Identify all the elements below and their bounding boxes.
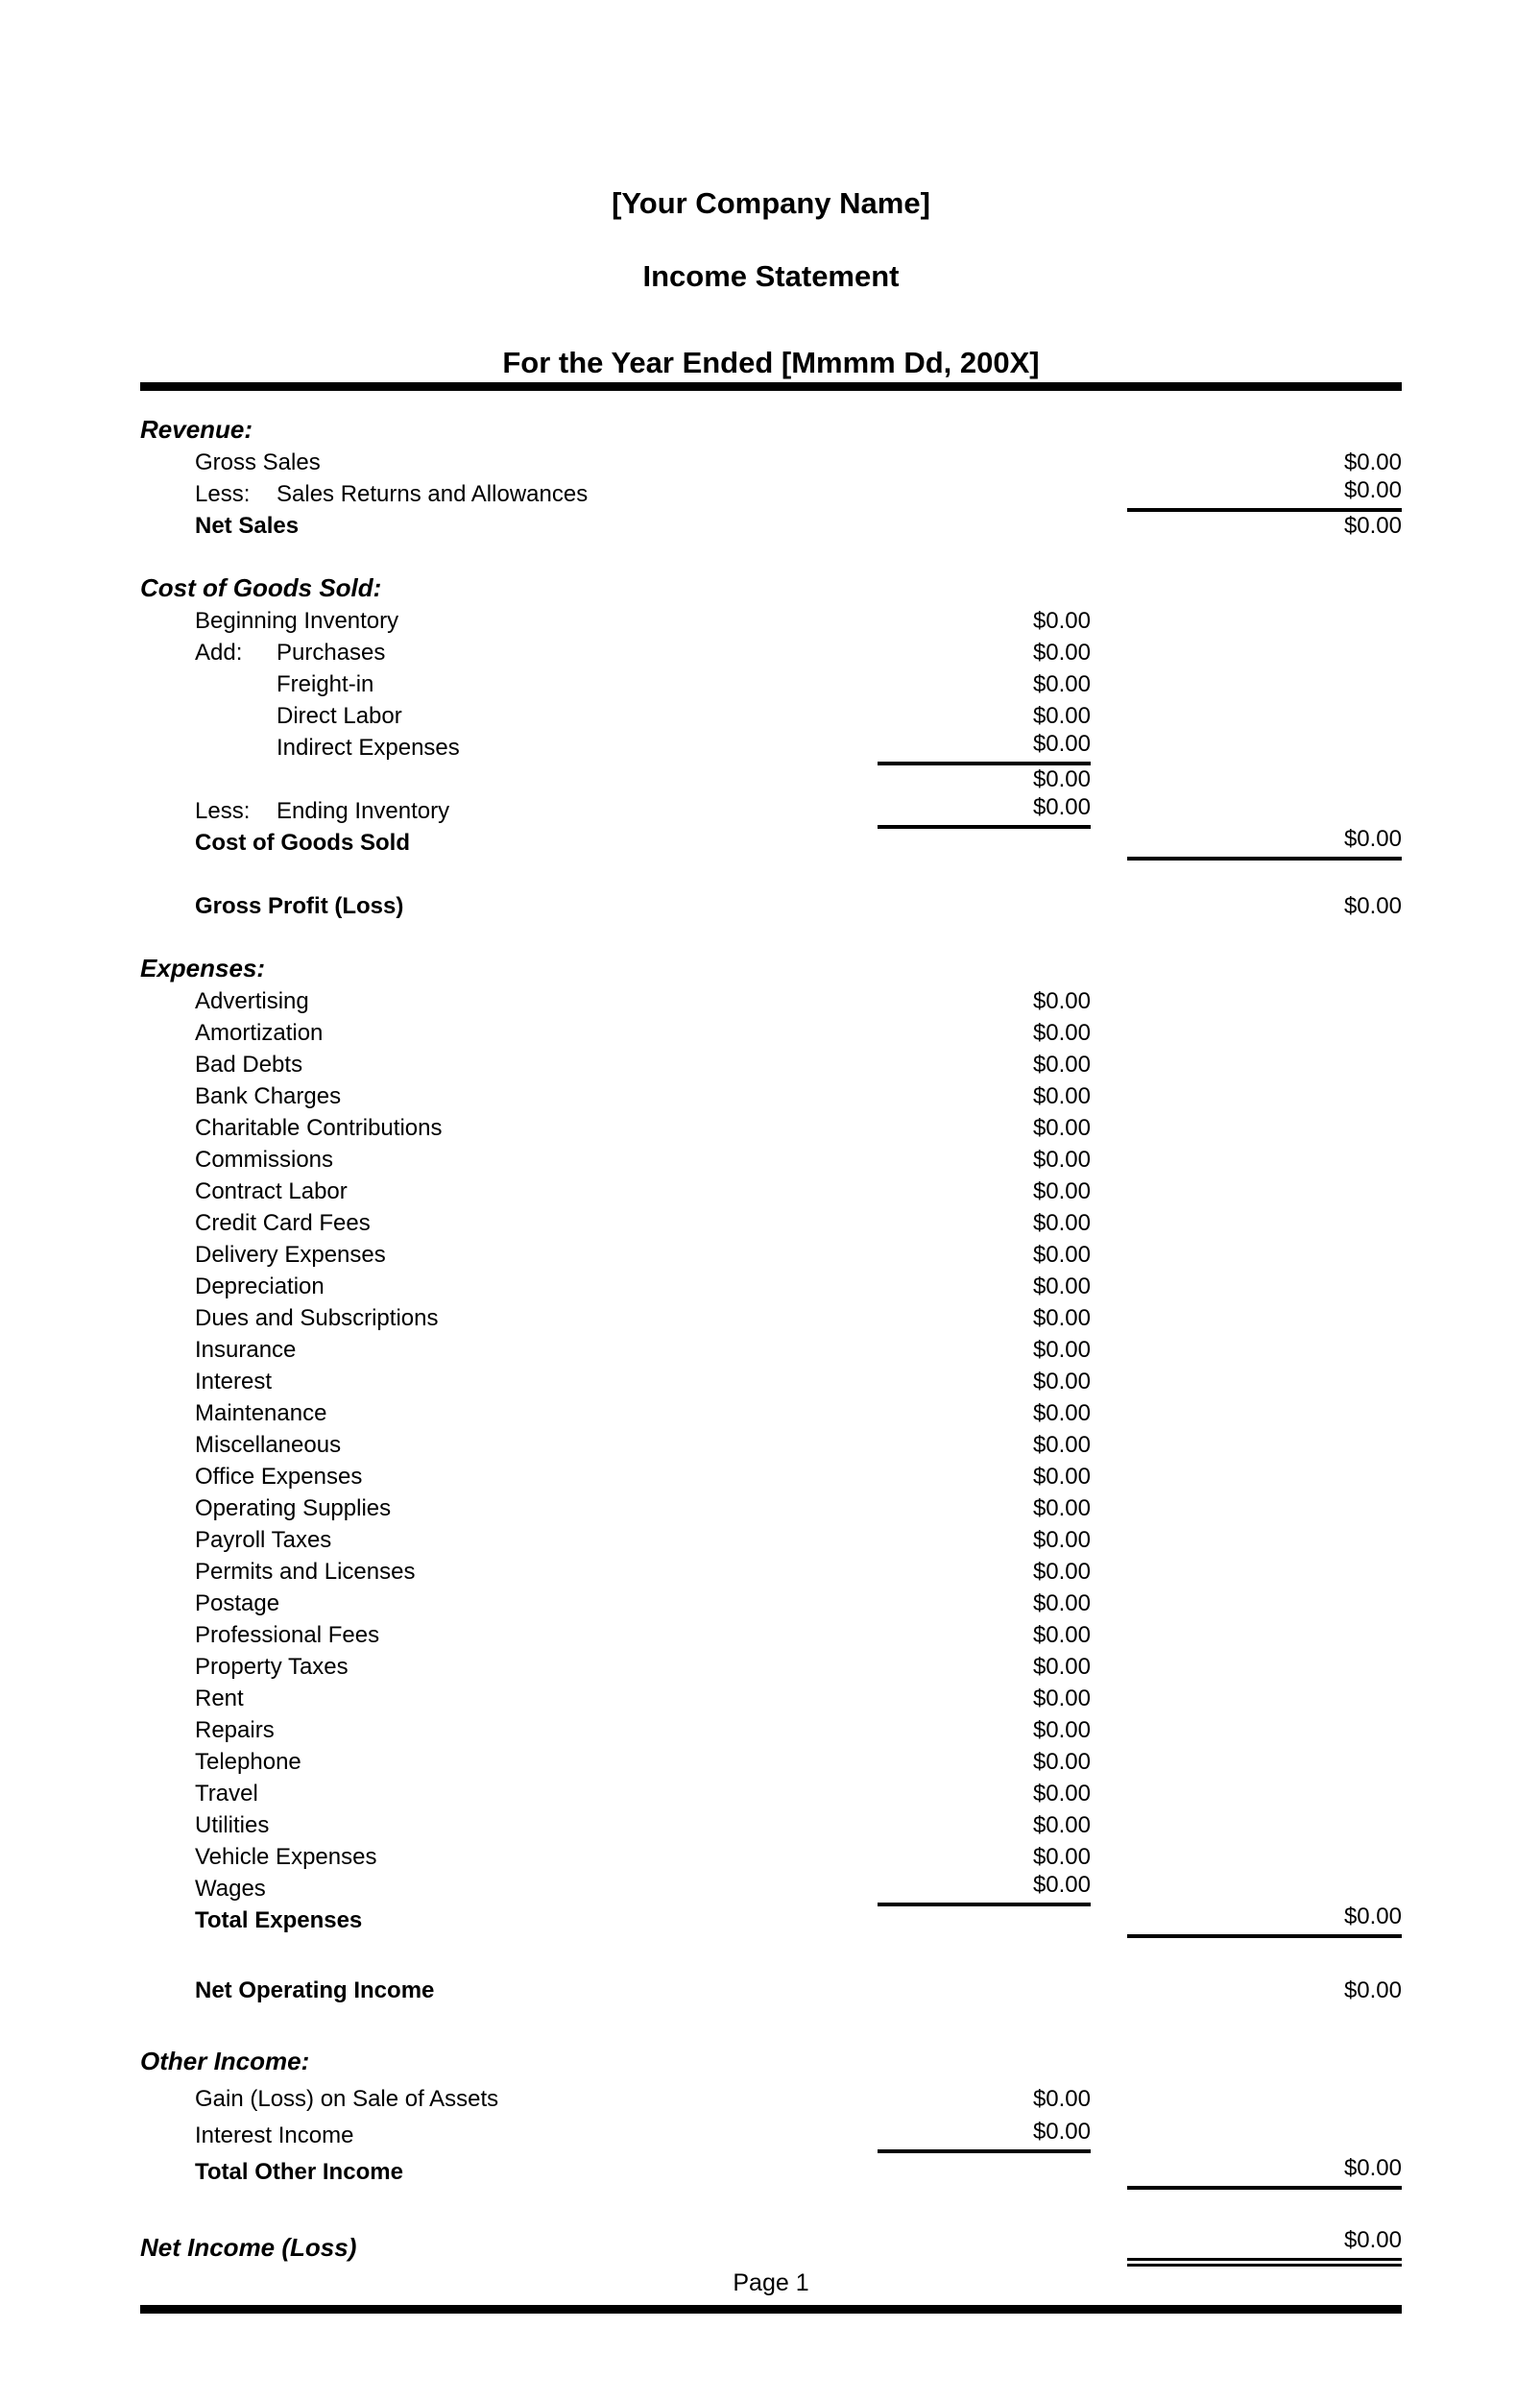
expense-label: Vehicle Expenses — [195, 1844, 377, 1870]
gain-on-sale-row — [140, 2080, 1402, 2117]
expense-label: Bank Charges — [195, 1083, 342, 1109]
indirect-expenses-label: Indirect Expenses — [277, 735, 460, 761]
revenue-heading-mid-spacer — [878, 445, 1091, 449]
statement-title: Income Statement — [642, 259, 900, 293]
expense-right-spacer — [1127, 1491, 1402, 1494]
expense-right-spacer — [1127, 1807, 1402, 1811]
expense-amount: $0.00 — [1032, 1527, 1091, 1553]
indirect-expenses-row — [140, 731, 1402, 765]
expense-right-spacer — [1127, 1617, 1402, 1621]
expense-right-spacer — [1127, 1079, 1402, 1082]
cogs-subtotal-amount: $0.00 — [1032, 766, 1091, 792]
net-operating-income-label: Net Operating Income — [195, 1977, 435, 2003]
total-expenses-row — [140, 1906, 1402, 1938]
net-sales-row — [140, 512, 1402, 544]
freight-in-row — [140, 670, 1402, 702]
expense-amount: $0.00 — [1032, 1812, 1091, 1838]
expense-label: Professional Fees — [195, 1622, 380, 1648]
total-expenses-mid-spacer — [878, 1934, 1091, 1938]
expense-row — [140, 1241, 1402, 1273]
purchases-amount: $0.00 — [1032, 640, 1091, 666]
expense-row — [140, 1304, 1402, 1336]
section-spacer — [140, 2190, 1402, 2230]
expense-row — [140, 1431, 1402, 1463]
expense-row — [140, 1399, 1402, 1431]
expense-label: Dues and Subscriptions — [195, 1305, 439, 1331]
expense-label: Repairs — [195, 1717, 275, 1743]
expense-right-spacer — [1127, 1649, 1402, 1653]
expense-amount: $0.00 — [1032, 1210, 1091, 1236]
total-other-income-row — [140, 2153, 1402, 2190]
expense-amount: $0.00 — [1032, 1781, 1091, 1807]
gross-profit-mid-spacer — [878, 920, 1091, 924]
expense-label: Contract Labor — [195, 1178, 348, 1204]
expense-row — [140, 1494, 1402, 1526]
direct-labor-label: Direct Labor — [277, 703, 402, 729]
net-operating-income-mid-spacer — [878, 2004, 1091, 2008]
freight-in-label: Freight-in — [277, 671, 374, 697]
cogs-heading-row — [140, 575, 1402, 607]
interest-income-row — [140, 2117, 1402, 2153]
purchases-row — [140, 639, 1402, 670]
expense-right-spacer — [1127, 1174, 1402, 1177]
other-income-heading-right-spacer — [1127, 2076, 1402, 2080]
gross-sales-row — [140, 449, 1402, 480]
net-income-row — [140, 2227, 1402, 2267]
expense-label: Commissions — [195, 1147, 334, 1173]
cogs-subtotal-right-spacer — [1127, 793, 1402, 797]
expenses-heading-row — [140, 956, 1402, 987]
expense-amount: $0.00 — [1032, 1242, 1091, 1268]
purchases-prefix: Add: — [195, 640, 243, 666]
expense-row — [140, 1051, 1402, 1082]
expense-row — [140, 1811, 1402, 1843]
cogs-heading-right-spacer — [1127, 603, 1402, 607]
expense-label: Credit Card Fees — [195, 1210, 371, 1236]
expense-label: Advertising — [195, 988, 309, 1014]
net-operating-income-amount: $0.00 — [1343, 1977, 1402, 2003]
expense-label: Depreciation — [195, 1273, 325, 1299]
expense-label: Rent — [195, 1686, 244, 1711]
expense-right-spacer — [1127, 1554, 1402, 1558]
total-other-income-label: Total Other Income — [195, 2159, 403, 2185]
expense-right-spacer — [1127, 1142, 1402, 1146]
expense-row — [140, 1843, 1402, 1875]
total-expenses-label: Total Expenses — [195, 1907, 363, 1933]
sales-returns-prefix: Less: — [195, 481, 251, 507]
freight-in-amount: $0.00 — [1032, 671, 1091, 697]
expense-right-spacer — [1127, 1395, 1402, 1399]
expense-label: Permits and Licenses — [195, 1559, 416, 1585]
ending-inventory-label — [140, 798, 878, 829]
expense-right-spacer — [1127, 1586, 1402, 1589]
expense-right-spacer — [1127, 1839, 1402, 1843]
expense-row — [140, 1780, 1402, 1811]
section-spacer — [140, 861, 1402, 892]
beginning-inventory-amount: $0.00 — [1032, 608, 1091, 634]
expense-label: Telephone — [195, 1749, 301, 1775]
expense-amount: $0.00 — [1032, 1559, 1091, 1585]
expense-row — [140, 1558, 1402, 1589]
expense-label: Property Taxes — [195, 1654, 349, 1680]
net-income-amount: $0.00 — [1127, 2227, 1402, 2267]
expense-amount: $0.00 — [1032, 1495, 1091, 1521]
revenue-heading: Revenue: — [140, 415, 253, 444]
net-sales-label: Net Sales — [195, 513, 300, 539]
expense-row — [140, 1716, 1402, 1748]
expense-amount: $0.00 — [1032, 988, 1091, 1014]
cogs-heading: Cost of Goods Sold: — [140, 573, 382, 602]
expense-amount: $0.00 — [1032, 1178, 1091, 1204]
expense-right-spacer — [1127, 1681, 1402, 1685]
expense-right-spacer — [1127, 1332, 1402, 1336]
expense-amount: $0.00 — [1032, 1844, 1091, 1870]
interest-income-right-spacer — [1127, 2149, 1402, 2153]
cogs-total-label: Cost of Goods Sold — [195, 830, 410, 856]
direct-labor-amount: $0.00 — [1032, 703, 1091, 729]
expense-label: Office Expenses — [195, 1464, 363, 1490]
expense-row — [140, 1209, 1402, 1241]
purchases-text: Purchases — [277, 640, 386, 666]
expense-right-spacer — [1127, 1205, 1402, 1209]
expenses-heading-right-spacer — [1127, 983, 1402, 987]
expense-amount: $0.00 — [1032, 1464, 1091, 1490]
revenue-heading-row — [140, 417, 1402, 449]
direct-labor-right-spacer — [1127, 730, 1402, 734]
expense-row — [140, 1685, 1402, 1716]
gain-on-sale-amount: $0.00 — [1032, 2086, 1091, 2112]
gross-profit-amount: $0.00 — [1343, 893, 1402, 919]
other-income-heading-row — [140, 2049, 1402, 2080]
sales-returns-row — [140, 477, 1402, 512]
expense-row — [140, 1019, 1402, 1051]
expense-label: Operating Supplies — [195, 1495, 392, 1521]
gross-profit-label: Gross Profit (Loss) — [195, 893, 404, 919]
expense-row — [140, 1114, 1402, 1146]
expense-right-spacer — [1127, 1871, 1402, 1875]
expense-amount: $0.00 — [1032, 1337, 1091, 1363]
revenue-heading-right-spacer — [1127, 445, 1402, 449]
expense-row — [140, 1463, 1402, 1494]
expense-label: Miscellaneous — [195, 1432, 342, 1458]
expense-row — [140, 987, 1402, 1019]
expense-rows — [140, 987, 1402, 1906]
expense-label: Charitable Contributions — [195, 1115, 443, 1141]
sales-returns-text: Sales Returns and Allowances — [277, 481, 589, 507]
period-heading: For the Year Ended [Mmmm Dd, 200X] — [502, 346, 1040, 379]
section-spacer — [140, 2008, 1402, 2049]
expenses-heading-mid-spacer — [878, 983, 1091, 987]
expense-amount: $0.00 — [1032, 1052, 1091, 1078]
section-spacer — [140, 544, 1402, 575]
gross-sales-label: Gross Sales — [195, 449, 321, 475]
expense-label: Bad Debts — [195, 1052, 303, 1078]
expense-amount: $0.00 — [878, 1872, 1091, 1906]
total-other-income-amount: $0.00 — [1127, 2155, 1402, 2190]
expense-row — [140, 1621, 1402, 1653]
gross-sales-amount: $0.00 — [1343, 449, 1402, 475]
expense-right-spacer — [1127, 1522, 1402, 1526]
expense-row — [140, 1177, 1402, 1209]
expense-amount: $0.00 — [1032, 1273, 1091, 1299]
expense-row — [140, 1336, 1402, 1368]
expense-right-spacer — [1127, 1269, 1402, 1273]
ending-inventory-amount: $0.00 — [878, 794, 1091, 829]
gross-profit-row — [140, 892, 1402, 924]
expense-right-spacer — [1127, 1712, 1402, 1716]
indirect-expenses-amount: $0.00 — [878, 731, 1091, 765]
expense-row — [140, 1872, 1402, 1906]
expense-row — [140, 1526, 1402, 1558]
net-income-mid-spacer — [878, 2263, 1091, 2267]
beginning-inventory-label: Beginning Inventory — [195, 608, 399, 634]
expense-right-spacer — [1127, 1459, 1402, 1463]
expense-amount: $0.00 — [1032, 1654, 1091, 1680]
ending-inventory-row — [140, 794, 1402, 829]
direct-labor-row — [140, 702, 1402, 734]
expense-amount: $0.00 — [1032, 1147, 1091, 1173]
other-income-heading: Other Income: — [140, 2047, 310, 2075]
expense-amount: $0.00 — [1032, 1083, 1091, 1109]
expense-row — [140, 1589, 1402, 1621]
expense-row — [140, 1368, 1402, 1399]
expense-label: Wages — [195, 1876, 266, 1902]
expense-right-spacer — [1127, 1776, 1402, 1780]
gain-on-sale-label: Gain (Loss) on Sale of Assets — [195, 2086, 499, 2112]
expense-amount: $0.00 — [1032, 1369, 1091, 1395]
expense-right-spacer — [1127, 1744, 1402, 1748]
expense-label: Delivery Expenses — [195, 1242, 386, 1268]
sales-returns-amount: $0.00 — [1127, 477, 1402, 512]
net-income-label: Net Income (Loss) — [140, 2233, 357, 2262]
expense-right-spacer — [1127, 1015, 1402, 1019]
expense-amount: $0.00 — [1032, 1305, 1091, 1331]
cogs-subtotal-label-spacer — [140, 793, 878, 797]
expense-label: Maintenance — [195, 1400, 327, 1426]
expense-right-spacer — [1127, 1047, 1402, 1051]
cogs-subtotal-row — [140, 765, 1402, 797]
expense-label: Amortization — [195, 1020, 324, 1046]
expense-label: Payroll Taxes — [195, 1527, 332, 1553]
expense-amount: $0.00 — [1032, 1717, 1091, 1743]
expense-amount: $0.00 — [1032, 1590, 1091, 1616]
freight-in-right-spacer — [1127, 698, 1402, 702]
other-income-heading-mid-spacer — [878, 2076, 1091, 2080]
footer-rule — [140, 2305, 1402, 2314]
total-expenses-amount: $0.00 — [1127, 1904, 1402, 1938]
expense-amount: $0.00 — [1032, 1115, 1091, 1141]
gross-sales-mid-spacer — [878, 476, 1091, 480]
expense-right-spacer — [1127, 1300, 1402, 1304]
sales-returns-label — [140, 481, 878, 512]
expense-amount: $0.00 — [1032, 1686, 1091, 1711]
expense-amount: $0.00 — [1032, 1622, 1091, 1648]
expense-label: Insurance — [195, 1337, 297, 1363]
cogs-total-row — [140, 826, 1402, 861]
expense-amount: $0.00 — [1032, 1432, 1091, 1458]
indirect-expenses-right-spacer — [1127, 762, 1402, 765]
header-rule — [140, 382, 1402, 391]
expense-row — [140, 1273, 1402, 1304]
interest-income-amount: $0.00 — [878, 2119, 1091, 2153]
expense-amount: $0.00 — [1032, 1020, 1091, 1046]
ending-inventory-prefix: Less: — [195, 798, 251, 824]
interest-income-label: Interest Income — [195, 2122, 354, 2148]
net-operating-income-row — [140, 1977, 1402, 2008]
purchases-label — [140, 640, 878, 670]
expense-right-spacer — [1127, 1110, 1402, 1114]
beginning-inventory-row — [140, 607, 1402, 639]
net-sales-amount: $0.00 — [1343, 513, 1402, 539]
page-footer: Page 1 — [733, 2268, 809, 2296]
expense-amount: $0.00 — [1032, 1400, 1091, 1426]
expense-label: Utilities — [195, 1812, 270, 1838]
gain-on-sale-right-spacer — [1127, 2113, 1402, 2117]
expense-row — [140, 1146, 1402, 1177]
beginning-inventory-right-spacer — [1127, 635, 1402, 639]
expense-right-spacer — [1127, 1364, 1402, 1368]
expense-right-spacer — [1127, 1237, 1402, 1241]
expense-label: Postage — [195, 1590, 280, 1616]
cogs-total-mid-spacer — [878, 857, 1091, 861]
expense-right-spacer — [1127, 1427, 1402, 1431]
cogs-total-amount: $0.00 — [1127, 826, 1402, 861]
expense-label: Travel — [195, 1781, 258, 1807]
cogs-heading-mid-spacer — [878, 603, 1091, 607]
expense-label: Interest — [195, 1369, 273, 1395]
section-spacer — [140, 1938, 1402, 1977]
expense-row — [140, 1748, 1402, 1780]
company-name: [Your Company Name] — [612, 186, 930, 220]
expenses-heading: Expenses: — [140, 954, 266, 982]
expense-row — [140, 1082, 1402, 1114]
section-spacer — [140, 924, 1402, 956]
expense-amount: $0.00 — [1032, 1749, 1091, 1775]
net-sales-mid-spacer — [878, 540, 1091, 544]
sales-returns-mid-spacer — [878, 508, 1091, 512]
total-other-income-mid-spacer — [878, 2186, 1091, 2190]
purchases-right-spacer — [1127, 667, 1402, 670]
ending-inventory-text: Ending Inventory — [277, 798, 450, 824]
expense-row — [140, 1653, 1402, 1685]
statement-content — [140, 0, 1402, 2314]
